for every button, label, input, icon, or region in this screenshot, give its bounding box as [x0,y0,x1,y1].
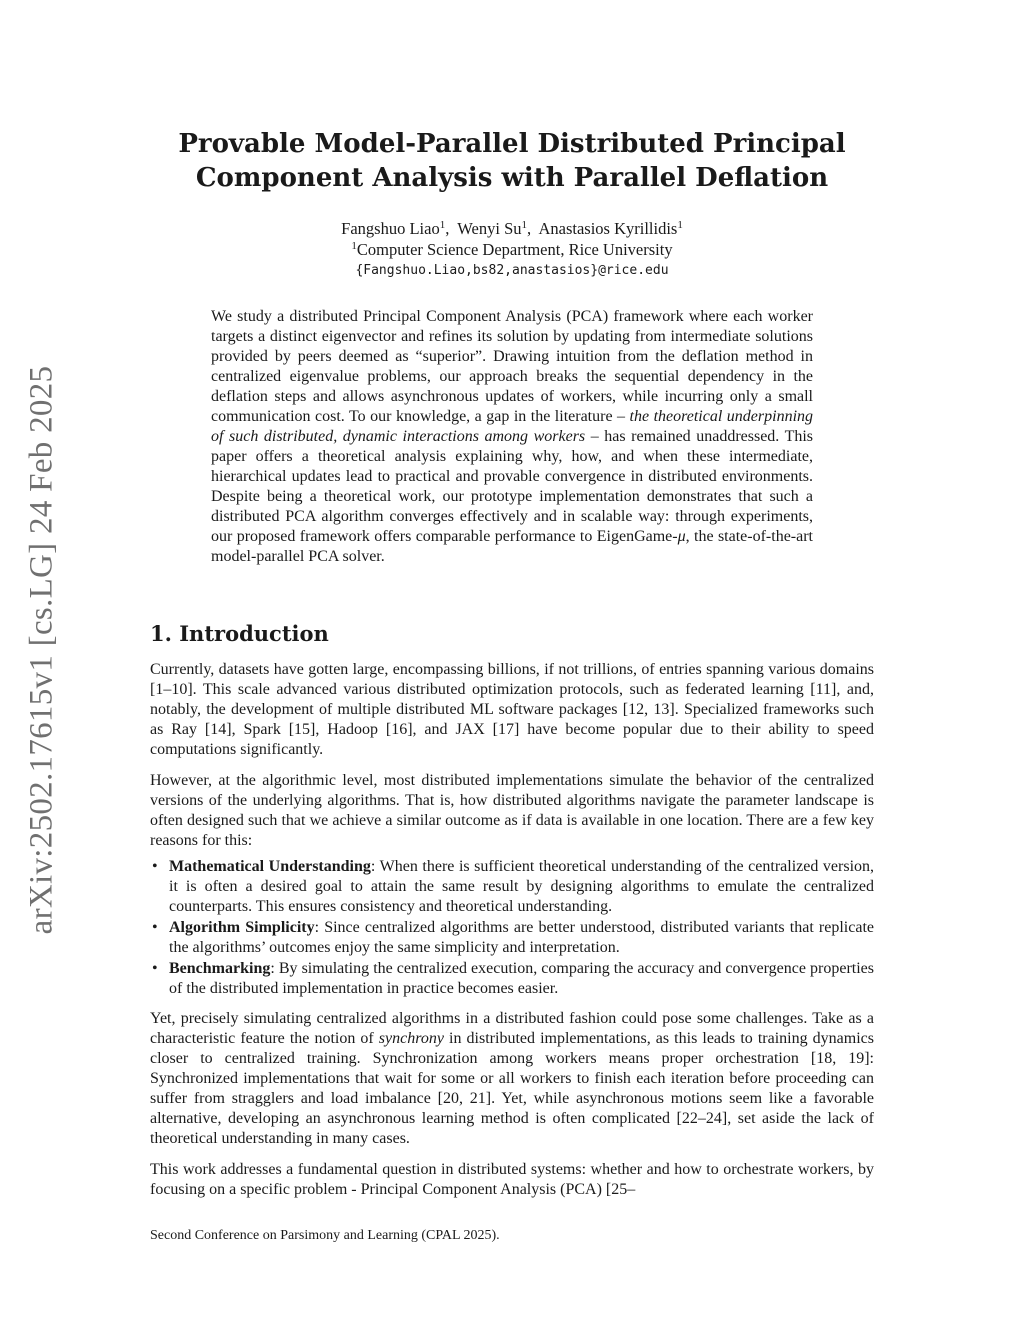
paragraph: However, at the algorithmic level, most distributed implementations simulate the behavior of the centralized versions of the underlying algorithms. That is, how distributed algorithms navigate the parameter landscape is often designed such that we achieve a similar outcome as if data is available in one location. There are a few key reasons for this: [150,772,874,849]
paragraph-text: in distributed implementations, as this leads to training dynamics closer to centralized training. Synchronization among workers means proper orchestration [18, 19]: Synchronized implementations that wait for some or all workers to finish each iteration before proceeding can suffer from stragglers and load imbalance [20, 21]. Yet, while asynchronous motions seem like a favorable alternative, developing an asynchronous learning method is often complicated [22–24], set aside the lack of theoretical understanding in many cases. [150,1030,874,1147]
paper-title [150,127,874,195]
paragraph-emphasis: synchrony [378,1030,444,1047]
footer-venue: Second Conference on Parsimony and Learning (CPAL 2025). [150,1228,500,1243]
arxiv-identifier: arXiv:2502.17615v1 [cs.LG] 24 Feb 2025 [23,365,60,935]
abstract [211,307,813,567]
list-item [150,857,874,917]
abstract-text: , the state-of-the-art model-parallel PCA solver. [211,528,813,565]
affiliation-text: Computer Science Department, Rice University [356,240,673,259]
bullet-icon: • [152,919,158,936]
affiliation-mark: 1 [351,240,357,252]
paragraph-text: Yet, precisely simulating centralized algorithms in a distributed fashion could pose some challenges. Take as a characteristic feature the notion of [150,1010,874,1047]
list-item [150,918,874,958]
list-item-text: : By simulating the centralized execution, comparing the accuracy and convergence properties of the distributed implementation in practice becomes easier. [169,960,874,997]
key-reasons-list [150,857,874,999]
introduction-body [150,660,874,1211]
affiliation-mark: 1 [439,219,446,231]
list-item-label: Benchmarking [169,960,271,977]
paragraph [150,1009,874,1149]
author-name: Anastasios Kyrillidis [538,219,678,238]
math-symbol-mu: μ [677,528,686,545]
affiliation-mark: 1 [677,219,683,231]
paragraph: This work addresses a fundamental question in distributed systems: whether and how to orchestrate workers, by focusing on a specific problem - Principal Component Analysis (PCA) [25– [150,1161,874,1198]
title-line-2: Component Analysis with Parallel Deflation [195,163,829,193]
abstract-emphasis: the theoretical underpinning of such distributed, dynamic interactions among workers [211,408,814,445]
affiliation-mark: 1 [521,219,527,231]
list-item-text: : Since centralized algorithms are better understood, distributed variants that replicate the algorithms’ outcomes enjoy the same simplicity and interpretation. [169,919,875,956]
affiliation [150,239,874,260]
author-name: Fangshuo Liao [341,219,440,238]
author-names: Fangshuo Liao$^1$, Wenyi Su$^1$, Anastasios Kyrillidis$^1$ [341,219,683,238]
abstract-text: – has remained unaddressed. This paper offers a theoretical analysis explaining why, how, and when these intermediate, hierarchical updates lead to practical and provable convergence in distributed environments. Despite being a theoretical work, our prototype implementation demonstrates that such a distributed PCA algorithm converges effectively and in scalable way: through experiments, our proposed framework offers comparable performance to EigenGame- [211,428,814,545]
paragraph: Currently, datasets have gotten large, encompassing billions, if not trillions, of entries spanning various domains [1–10]. This scale advanced various distributed optimization protocols, such as federated learning [11], and, notably, the development of multiple distributed ML software packages [12, 13]. Specialized frameworks such as Ray [14], Spark [15], Hadoop [16], and JAX [17] have become popular due to their ability to speed computations significantly. [150,661,874,758]
abstract-text: We study a distributed Principal Component Analysis (PCA) framework where each worker targets a distinct eigenvector and refines its solution by updating from intermediate solutions provided by peers deemed as “superior”. Drawing intuition from the deflation method in centralized eigenvalue problems, our approach breaks the sequential dependency in the deflation steps and allows asynchronous updates of workers, while incurring only a small communication cost. To our knowledge, a gap in the literature – [211,308,813,425]
author-block [150,218,874,281]
list-item-text: : When there is sufficient theoretical understanding of the centralized version, it is often a desired goal to attain the same result by designing algorithms to emulate the centralized counterparts. This ensures consistency and theoretical understanding. [169,858,875,915]
list-item [150,959,874,999]
bullet-icon: • [152,960,158,977]
bullet-icon: • [152,858,158,875]
list-item-label: Algorithm Simplicity [169,919,315,936]
title-line-1: Provable Model-Parallel Distributed Principal [178,129,846,159]
author-name: Wenyi Su [457,219,522,238]
list-item-label: Mathematical Understanding [169,858,371,875]
section-title-introduction: 1. Introduction [150,621,329,646]
author-email[interactable]: {Fangshuo.Liao,bs82,anastasios}@rice.edu [355,263,669,278]
